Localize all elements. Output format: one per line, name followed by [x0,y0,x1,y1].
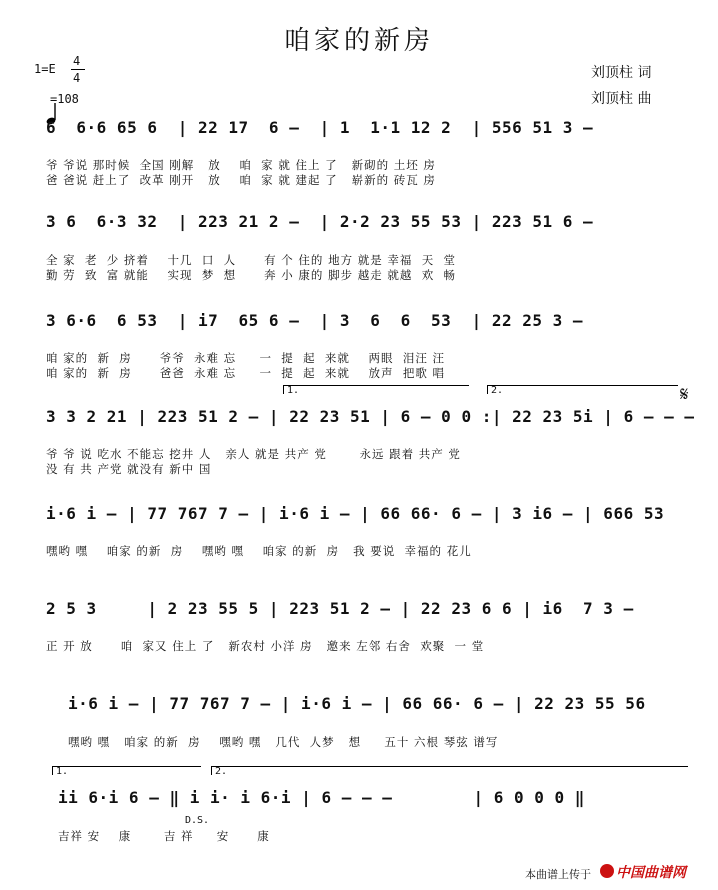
lyric-line-3-verse-1: 咱 家的 新 房 爷爷 永难 忘 一 提 起 来就 两眼 泪汪 汪 [46,351,445,365]
notation-line-3: 3 6·6 6 53 | i7 65 6 – | 3 6 6 53 | 22 25 3 – [46,311,584,330]
lyric-line-6: 正 开 放 咱 家又 住上 了 新农村 小洋 房 邀来 左邻 右舍 欢聚 一 堂 [46,639,485,653]
lyric-line-4-verse-1: 爷 爷 说 吃水 不能忘 挖井 人 亲人 就是 共产 党 永远 跟着 共产 党 [46,447,461,461]
time-signature-bottom: 4 [73,71,81,85]
lyric-line-2-verse-1: 全 家 老 少 挤着 十几 口 人 有 个 住的 地方 就是 幸福 天 堂 [46,253,457,267]
volta-bracket-2 [487,385,678,394]
lyric-line-5: 嘿哟 嘿 咱家 的新 房 嘿哟 嘿 咱家 的新 房 我 要说 幸福的 花儿 [46,544,472,558]
lyric-line-7: 嘿哟 嘿 咱家 的新 房 嘿哟 嘿 几代 人梦 想 五十 六根 琴弦 谱写 [68,735,499,749]
volta-label-final-2: 2. [215,766,228,777]
dal-segno-mark: D.S. [185,815,210,826]
lyric-line-1-verse-2: 爸 爸说 赶上了 改革 刚开 放 咱 家 就 建起 了 崭新的 砖瓦 房 [46,173,436,187]
notation-line-7: i·6 i – | 77 767 7 – | i·6 i – | 66 66· 6 – | 22 23 55 56 [68,694,646,713]
notation-line-5: i·6 i – | 77 767 7 – | i·6 i – | 66 66· 6 – | 3 i6 – | 666 53 [46,504,665,523]
lyric-line-4-verse-2: 没 有 共 产党 就没有 新中 国 [46,462,212,476]
notation-line-8: ii 6·i 6 – ‖ i i· i 6·i | 6 – – – | 6 0 0 0 ‖ [58,788,585,807]
notation-line-1: 6 6·6 65 6 | 22 17 6 – | 1 1·1 12 2 | 556 51 3 – [46,118,594,137]
volta-label-final-1: 1. [56,766,69,777]
volta-bracket-1 [283,385,469,394]
site-logo-icon [600,864,614,878]
tempo-mark: =108 [50,92,79,106]
site-name[interactable]: 中国曲谱网 [616,865,686,881]
composer-credit: 刘顶柱 曲 [591,91,652,107]
volta-bracket-final-1 [52,766,201,775]
notation-line-4: 3 3 2 21 | 223 51 2 – | 22 23 51 | 6 – 0 0 :| 22 23 5i | 6 – – – [46,407,695,426]
lyricist-credit: 刘顶柱 词 [591,65,652,81]
lyric-line-3-verse-2: 咱 家的 新 房 爸爸 永难 忘 一 提 起 来就 放声 把歌 唱 [46,366,445,380]
volta-bracket-final-2 [211,766,688,775]
segno-icon: 𝄋 [680,382,689,406]
volta-label-1: 1. [287,385,300,396]
volta-label-2: 2. [491,385,504,396]
notation-line-2: 3 6 6·3 32 | 223 21 2 – | 2·2 23 55 53 | 223 51 6 – [46,212,594,231]
footer-text: 本曲谱上传于 [525,868,591,881]
lyric-line-1-verse-1: 爷 爷说 那时候 全国 刚解 放 咱 家 就 住上 了 新砌的 土坯 房 [46,158,436,172]
time-signature-top: 4 [73,54,81,68]
time-signature-line [71,69,85,70]
notation-line-6: 2 5 3 | 2 23 55 5 | 223 51 2 – | 22 23 6 6 | i6 7 3 – [46,599,634,618]
lyric-line-8: 吉祥 安 康 吉 祥 安 康 [58,829,270,843]
song-title: 咱家的新房 [283,26,434,56]
key-signature: 1=E [34,62,56,76]
lyric-line-2-verse-2: 勤 劳 致 富 就能 实现 梦 想 奔 小 康的 脚步 越走 就越 欢 畅 [46,268,457,282]
